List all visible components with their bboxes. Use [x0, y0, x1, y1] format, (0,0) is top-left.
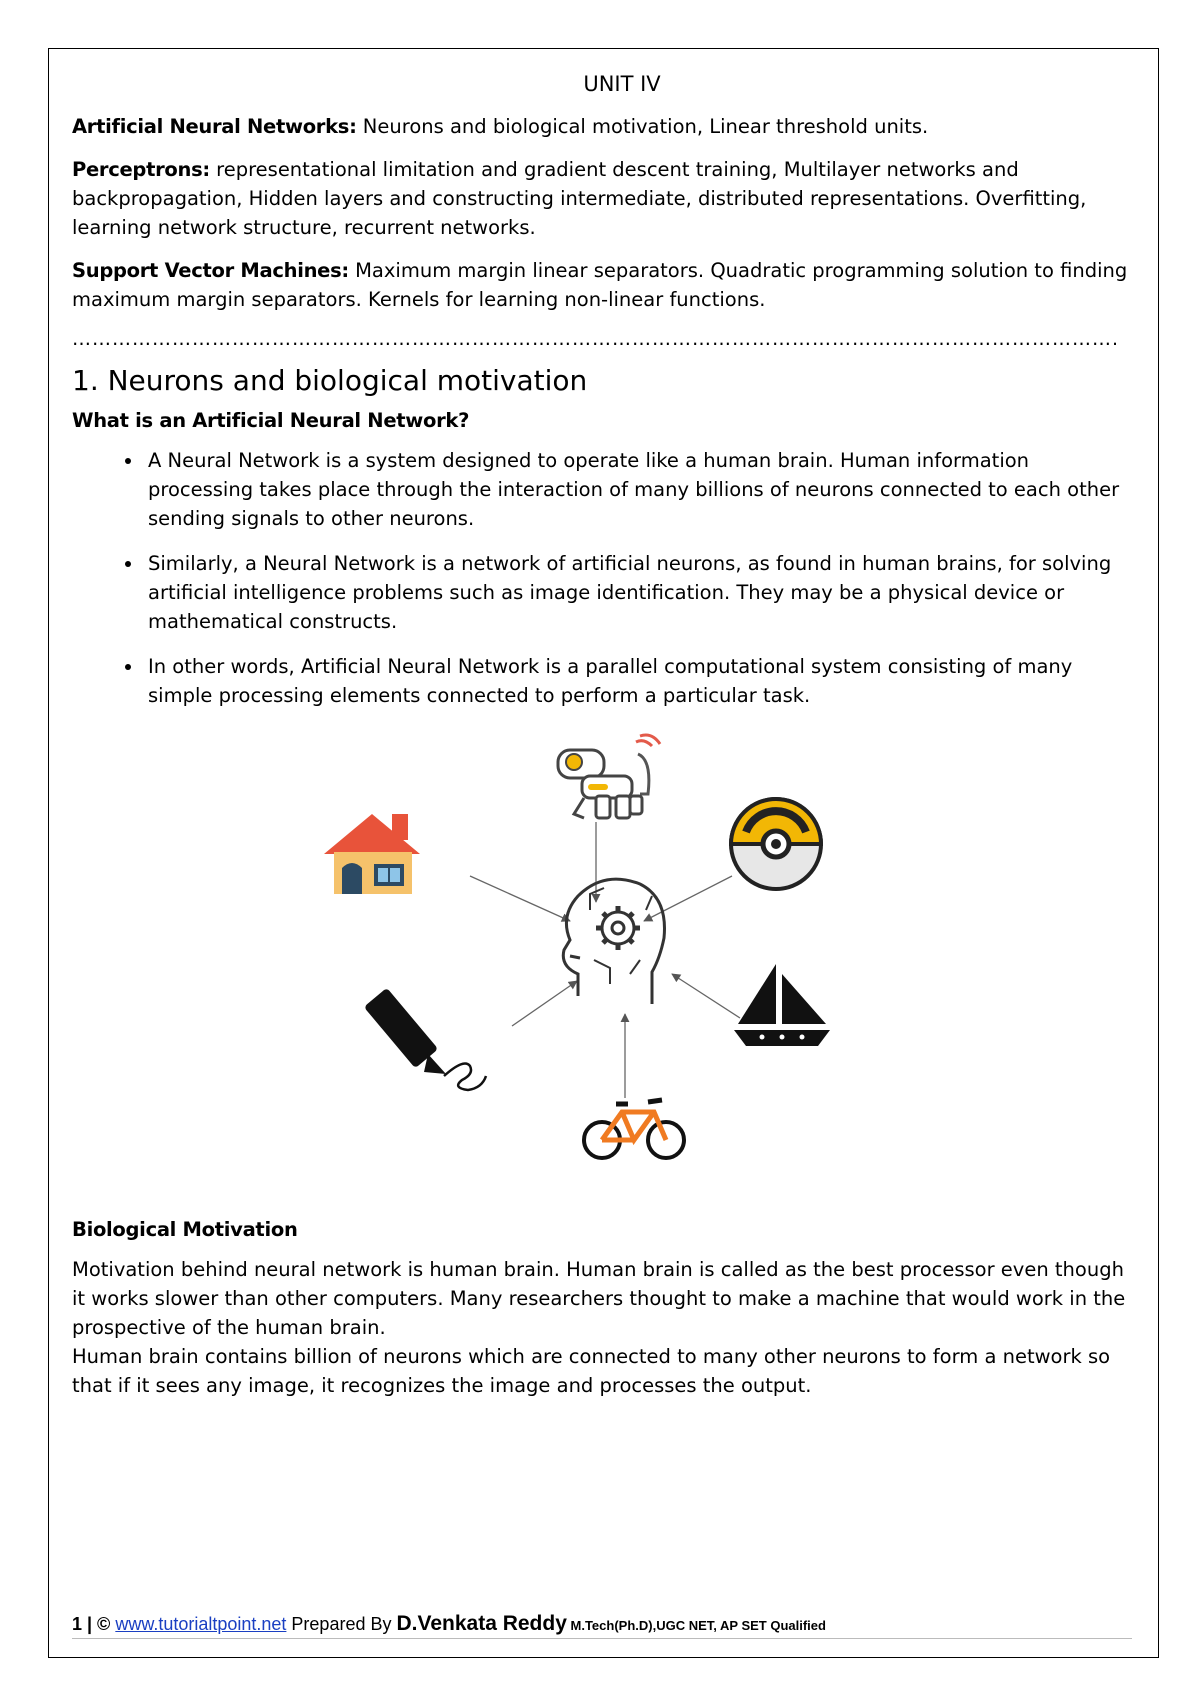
- topic-text: Neurons and biological motivation, Linear threshold units.: [356, 115, 929, 138]
- topic-heading: Support Vector Machines:: [72, 259, 349, 282]
- page-content: [72, 68, 1132, 1196]
- prepared-by: Prepared By: [286, 1614, 397, 1634]
- footer-separator: | ©: [82, 1614, 116, 1634]
- fountain-pen-icon: [364, 988, 486, 1090]
- list-item: • Similarly, a Neural Network is a network of artificial neurons, as found in human brains, for solving artificial intelligence problems such as image identification. They may be a physical device or mathematical constructs.: [144, 549, 1132, 636]
- footer-link[interactable]: www.tutorialtpoint.net: [115, 1614, 287, 1634]
- topic-text: Maximum margin linear separators. Quadratic programming solution to finding maximum margin separators. Kernels for learning non-linear functions.: [72, 259, 1128, 311]
- unit-title: UNIT IV: [583, 72, 661, 96]
- subheading-bio: Biological Motivation: [72, 1218, 298, 1241]
- robot-dog-icon: [558, 735, 660, 818]
- author-qualifications: M.Tech(Ph.D),UGC NET, AP SET Qualified: [566, 1618, 826, 1633]
- topic-heading: Perceptrons:: [72, 158, 210, 181]
- list-item: • A Neural Network is a system designed to operate like a human brain. Human information processing takes place through the interaction of many billions of neurons connected to each other sending signals to other neurons.: [144, 446, 1132, 533]
- page-number: 1: [72, 1614, 83, 1634]
- bicycle-icon: [584, 1100, 684, 1158]
- topic-text: representational limitation and gradient descent training, Multilayer networks and backpropagation, Hidden layers and constructing intermediate, distributed representations. Overfitting, learning network structure, recurrent networks.: [72, 158, 1087, 239]
- ann-figure: [72, 726, 1132, 1196]
- topic-heading: Artificial Neural Networks:: [72, 115, 357, 138]
- subheading-ann: What is an Artificial Neural Network?: [72, 409, 470, 432]
- author-name: D.Venkata Reddy: [396, 1612, 567, 1635]
- topic-svm: [72, 256, 1132, 314]
- footer-rule: [72, 1638, 1132, 1639]
- page-footer: [72, 1612, 1132, 1636]
- sailboat-icon: [734, 964, 830, 1046]
- biological-motivation: [72, 1218, 1132, 1400]
- section-title: 1. Neurons and biological motivation: [72, 364, 588, 397]
- bio-paragraph: Human brain contains billion of neurons which are connected to many other neurons to form a network so that if it sees any image, it recognizes the image and processes the output.: [72, 1345, 1111, 1397]
- list-item: • In other words, Artificial Neural Network is a parallel computational system consisting of many simple processing elements connected to perform a particular task.: [144, 652, 1132, 710]
- dotted-divider: ………………………………………………………………………………………………………………………………………….: [72, 328, 1120, 350]
- ann-bullet-list: [72, 446, 1132, 710]
- house-icon: [324, 814, 420, 894]
- topic-ann: [72, 112, 1132, 141]
- arrows: [470, 822, 740, 1098]
- head-gear-icon: [563, 879, 664, 1004]
- topic-perceptrons: [72, 155, 1132, 242]
- ann-figure-svg: [72, 726, 1132, 1196]
- bio-paragraph: Motivation behind neural network is human brain. Human brain is called as the best processor even though it works slower than other computers. Many researchers thought to make a machine that would work in the prospective of the human brain.: [72, 1258, 1126, 1339]
- pokeball-icon: [731, 799, 821, 889]
